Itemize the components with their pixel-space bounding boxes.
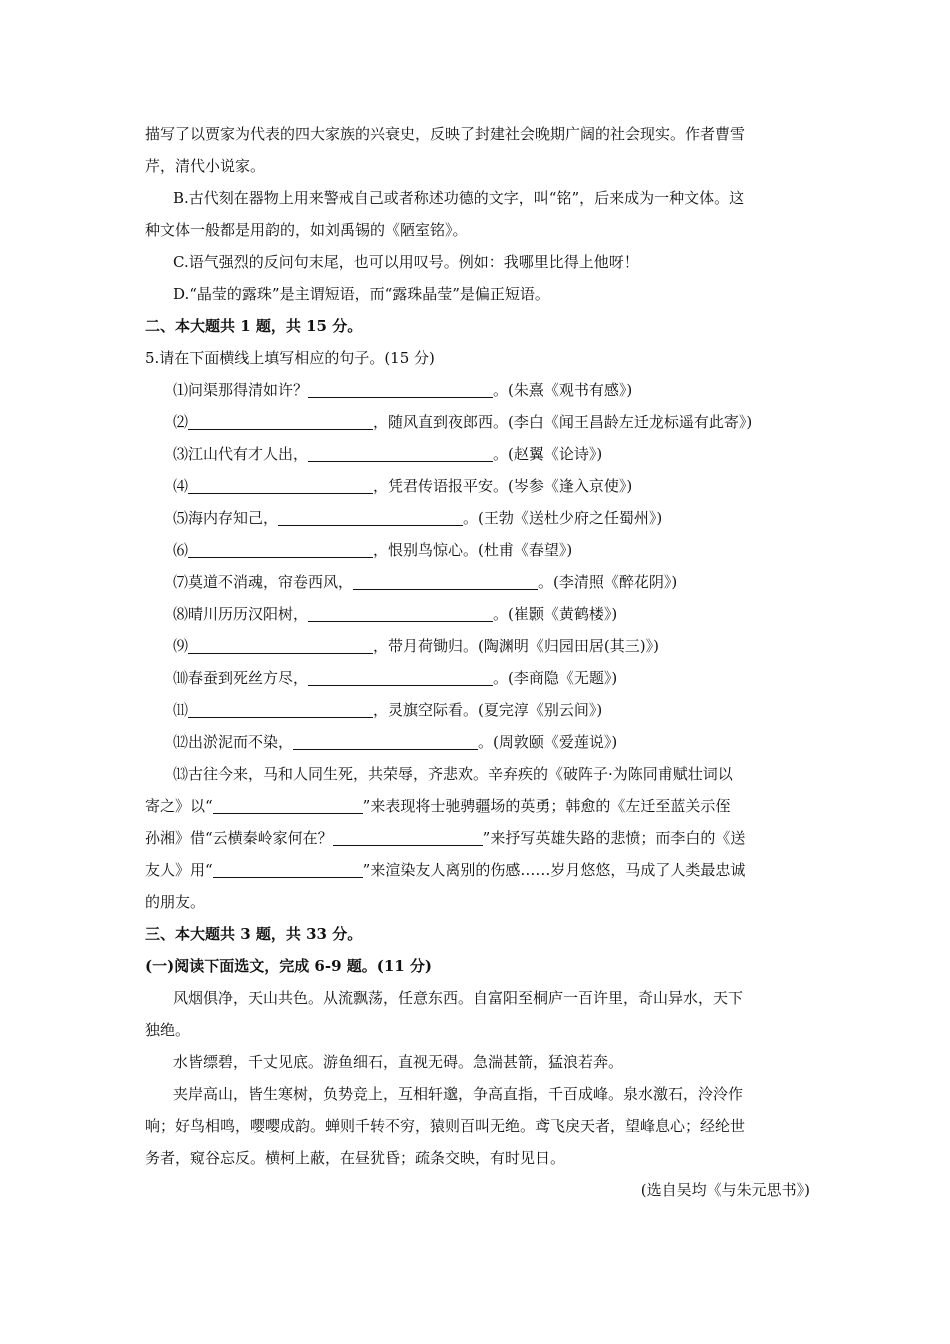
- q13-line-3: 孙湘》借“云横秦岭家何在？ ”来抒写英雄失路的悲愤；而李白的《送: [145, 829, 746, 847]
- answer-blank[interactable]: [188, 475, 373, 494]
- q13-line-1: ⒀古往今来，马和人同生死，共荣辱，齐悲欢。辛弃疾的《破阵子·为陈同甫赋壮词以: [173, 765, 733, 783]
- option-b-line-2: 种文体一般都是用韵的，如刘禹锡的《陋室铭》。: [145, 221, 468, 239]
- answer-blank[interactable]: [213, 795, 363, 814]
- q13-line-4: 友人》用“ ”来渲染友人离别的伤感……岁月悠悠，马成了人类最忠诚: [145, 861, 746, 879]
- passage-p3-line-3: 务者，窥谷忘反。横柯上蔽，在昼犹昏；疏条交映，有时见日。: [145, 1149, 566, 1167]
- fill-item-7: ⑺莫道不消魂，帘卷西风， 。(李清照《醉花阴》): [173, 573, 678, 591]
- passage-source: (选自吴均《与朱元思书》): [640, 1181, 810, 1199]
- fill-item-1: ⑴问渠那得清如许？ 。(朱熹《观书有感》): [173, 381, 633, 399]
- q13-line-2: 寄之》以“ ”来表现将士驰骋疆场的英勇；韩愈的《左迁至蓝关示侄: [145, 797, 731, 815]
- passage-p3-line-1: 夹岸高山，皆生寒树，负势竞上，互相轩邈，争高直指，千百成峰。泉水激石，泠泠作: [173, 1085, 744, 1103]
- fill-item-8: ⑻晴川历历汉阳树， 。(崔颢《黄鹤楼》): [173, 605, 618, 623]
- fill-item-12: ⑿出淤泥而不染， 。(周敦颐《爱莲说》): [173, 733, 618, 751]
- answer-blank[interactable]: [308, 667, 493, 686]
- intro-line-2: 芹，清代小说家。: [145, 157, 266, 175]
- answer-blank[interactable]: [308, 603, 493, 622]
- intro-line-1: 描写了以贾家为代表的四大家族的兴衰史，反映了封建社会晚期广阔的社会现实。作者曹雪: [145, 125, 746, 143]
- fill-item-3: ⑶江山代有才人出， 。(赵翼《论诗》): [173, 445, 603, 463]
- q13-line-5: 的朋友。: [145, 893, 206, 911]
- section-3-sub-1: (一)阅读下面选文，完成 6-9 题。(11 分): [145, 957, 433, 975]
- answer-blank[interactable]: [308, 443, 493, 462]
- fill-item-11: ⑾ ，灵旗空际看。(夏完淳《别云间》): [173, 701, 603, 719]
- question-5: 5.请在下面横线上填写相应的句子。(15 分): [145, 349, 435, 367]
- answer-blank[interactable]: [188, 699, 373, 718]
- fill-item-5: ⑸海内存知己， 。(王勃《送杜少府之任蜀州》): [173, 509, 663, 527]
- answer-blank[interactable]: [188, 635, 373, 654]
- passage-p1-line-1: 风烟俱净，天山共色。从流飘荡，任意东西。自富阳至桐庐一百许里，奇山异水，天下: [173, 989, 744, 1007]
- passage-p1-line-2: 独绝。: [145, 1021, 191, 1039]
- answer-blank[interactable]: [213, 859, 363, 878]
- section-2-title: 二、本大题共 1 题，共 15 分。: [145, 317, 363, 335]
- section-3-title: 三、本大题共 3 题，共 33 分。: [145, 925, 363, 943]
- fill-item-9: ⑼ ，带月荷锄归。(陶渊明《归园田居(其三)》): [173, 637, 659, 655]
- document-page: [145, 118, 810, 1206]
- fill-item-6: ⑹ ，恨别鸟惊心。(杜甫《春望》): [173, 541, 573, 559]
- answer-blank[interactable]: [188, 411, 373, 430]
- option-b-line-1: B.古代刻在器物上用来警戒自己或者称述功德的文字，叫“铭”，后来成为一种文体。这: [173, 189, 745, 207]
- answer-blank[interactable]: [278, 507, 463, 526]
- option-d: D.“晶莹的露珠”是主谓短语，而“露珠晶莹”是偏正短语。: [173, 285, 550, 303]
- fill-item-2: ⑵ ，随风直到夜郎西。(李白《闻王昌龄左迁龙标遥有此寄》): [173, 413, 753, 431]
- passage-p3-line-2: 响；好鸟相鸣，嘤嘤成韵。蝉则千转不穷，猿则百叫无绝。鸢飞戾天者，望峰息心；经纶世: [145, 1117, 746, 1135]
- answer-blank[interactable]: [333, 827, 483, 846]
- answer-blank[interactable]: [308, 379, 493, 398]
- fill-item-4: ⑷ ，凭君传语报平安。(岑参《逢入京使》): [173, 477, 633, 495]
- fill-item-10: ⑽春蚕到死丝方尽， 。(李商隐《无题》): [173, 669, 618, 687]
- answer-blank[interactable]: [188, 539, 373, 558]
- option-c: C.语气强烈的反问句末尾，也可以用叹号。例如：我哪里比得上他呀！: [173, 253, 639, 271]
- answer-blank[interactable]: [353, 571, 538, 590]
- answer-blank[interactable]: [293, 731, 478, 750]
- passage-p2: 水皆缥碧，千丈见底。游鱼细石，直视无碍。急湍甚箭，猛浪若奔。: [173, 1053, 624, 1071]
